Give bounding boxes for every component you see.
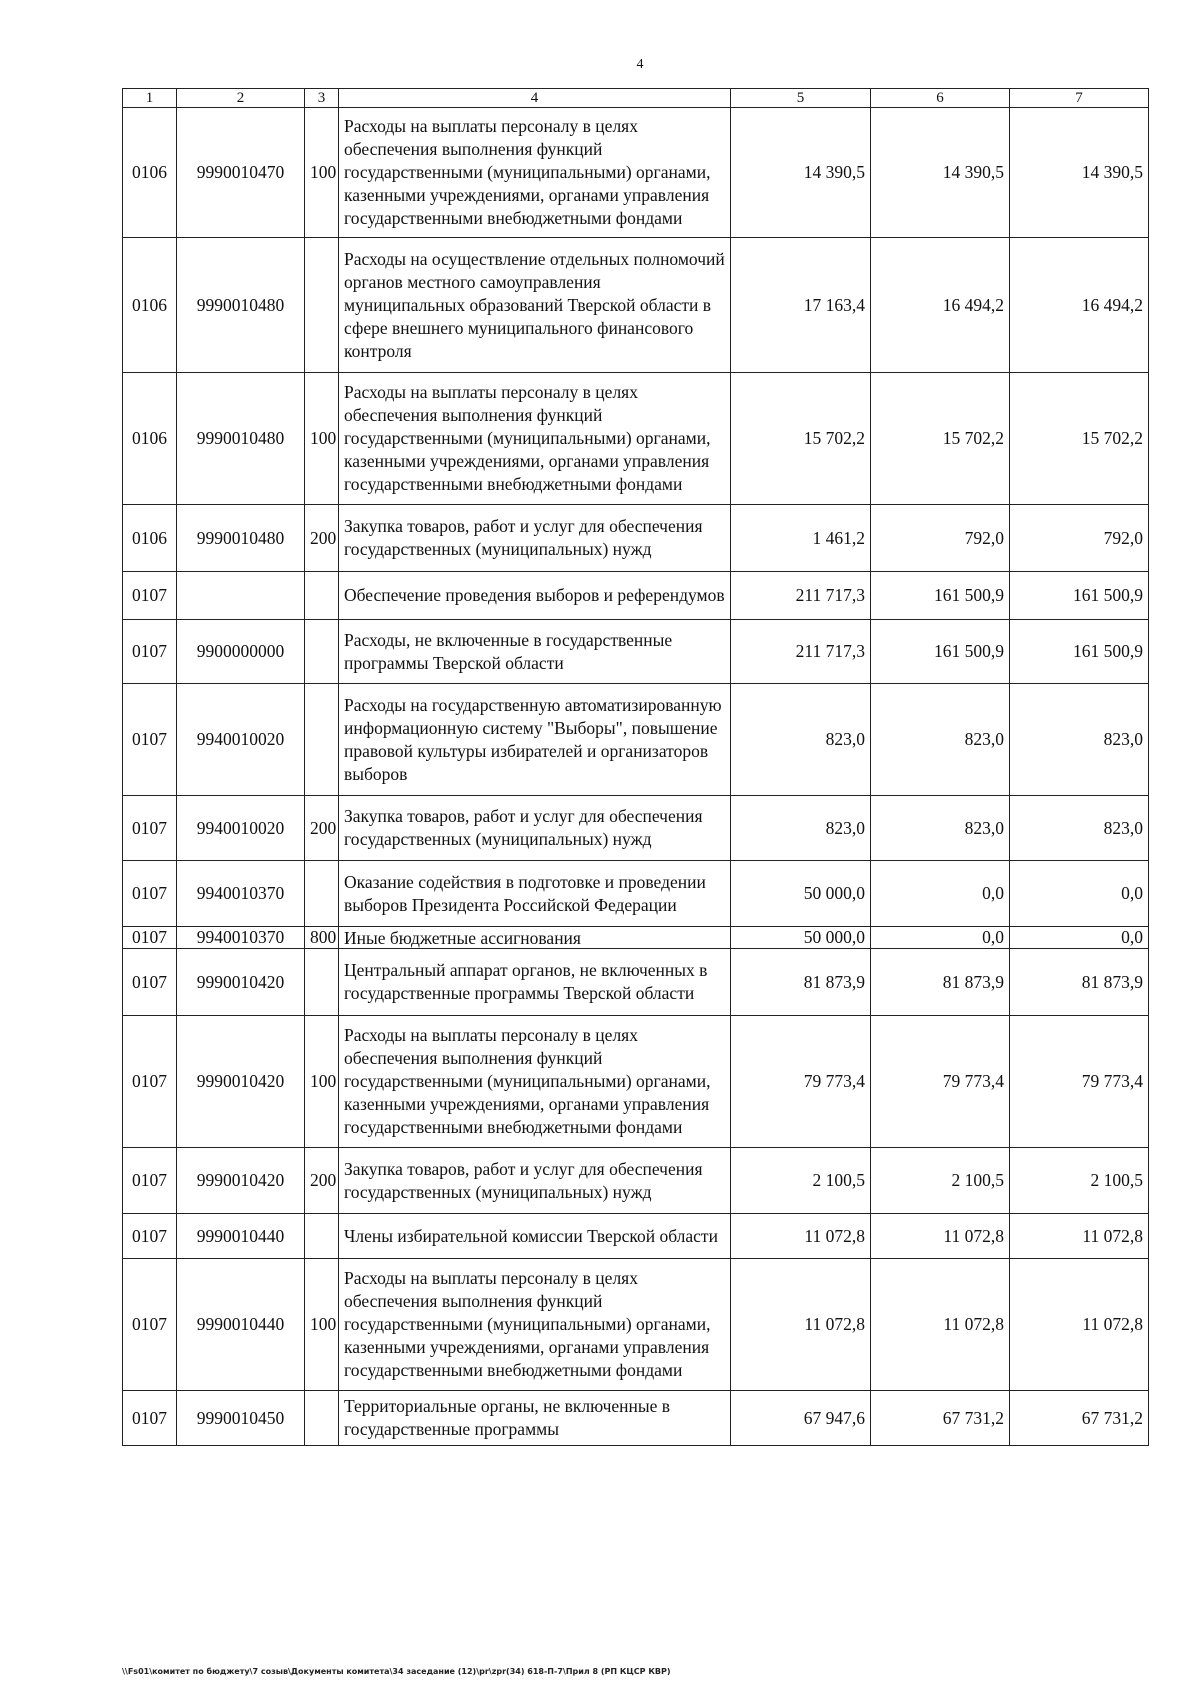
- amount-col5-cell: 11 072,8: [731, 1214, 871, 1259]
- amount-col7-cell: 81 873,9: [1010, 949, 1149, 1016]
- expense-type-cell: [305, 861, 339, 927]
- target-article-cell: 9990010440: [177, 1214, 305, 1259]
- expense-name-cell: Центральный аппарат органов, не включенных в государственные программы Тверской области: [339, 949, 731, 1016]
- table-row: [123, 1016, 1149, 1148]
- table-header-row: [123, 89, 1149, 108]
- column-header: 4: [339, 89, 731, 108]
- expense-name-cell: Расходы на государственную автоматизированную информационную систему "Выборы", повышение правовой культуры избирателей и организаторов выборов: [339, 684, 731, 796]
- amount-col6-cell: 0,0: [871, 861, 1010, 927]
- expense-type-cell: 100: [305, 373, 339, 505]
- expense-name-cell: Территориальные органы, не включенные в государственные программы: [339, 1391, 731, 1446]
- target-article-cell: 9990010480: [177, 373, 305, 505]
- expense-name-cell: Расходы на выплаты персоналу в целях обеспечения выполнения функций государственными (муниципальными) органами, казенными учреждениями, органами управления государственными внебюджетными фондами: [339, 1016, 731, 1148]
- amount-col5-cell: 17 163,4: [731, 238, 871, 373]
- section-code-cell: 0106: [123, 505, 177, 572]
- amount-col5-cell: 11 072,8: [731, 1259, 871, 1391]
- expense-type-cell: 200: [305, 505, 339, 572]
- column-header: 3: [305, 89, 339, 108]
- expense-name-cell: Оказание содействия в подготовке и проведении выборов Президента Российской Федерации: [339, 861, 731, 927]
- section-code-cell: 0107: [123, 927, 177, 949]
- amount-col7-cell: 67 731,2: [1010, 1391, 1149, 1446]
- expense-type-cell: 100: [305, 1016, 339, 1148]
- column-header: 2: [177, 89, 305, 108]
- expense-name-cell: Иные бюджетные ассигнования: [339, 927, 731, 949]
- column-header: 5: [731, 89, 871, 108]
- amount-col5-cell: 823,0: [731, 684, 871, 796]
- expense-type-cell: [305, 949, 339, 1016]
- amount-col7-cell: 823,0: [1010, 796, 1149, 861]
- amount-col7-cell: 16 494,2: [1010, 238, 1149, 373]
- file-path-footer: \\Fs01\комитет по бюджету\7 созыв\Документы комитета\34 заседание (12)\pr\zpr(34) 618-П-7\Прил 8 (РП КЦСР КВР): [122, 1667, 671, 1676]
- table-row: [123, 1148, 1149, 1214]
- table-row: [123, 572, 1149, 620]
- amount-col6-cell: 81 873,9: [871, 949, 1010, 1016]
- target-article-cell: [177, 572, 305, 620]
- expense-name-cell: Расходы на выплаты персоналу в целях обеспечения выполнения функций государственными (муниципальными) органами, казенными учреждениями, органами управления государственными внебюджетными фондами: [339, 373, 731, 505]
- section-code-cell: 0106: [123, 238, 177, 373]
- target-article-cell: 9990010420: [177, 1016, 305, 1148]
- section-code-cell: 0106: [123, 108, 177, 238]
- amount-col7-cell: 161 500,9: [1010, 572, 1149, 620]
- amount-col6-cell: 823,0: [871, 796, 1010, 861]
- amount-col5-cell: 15 702,2: [731, 373, 871, 505]
- section-code-cell: 0107: [123, 861, 177, 927]
- amount-col5-cell: 1 461,2: [731, 505, 871, 572]
- target-article-cell: 9990010440: [177, 1259, 305, 1391]
- amount-col5-cell: 211 717,3: [731, 572, 871, 620]
- expense-name-cell: Закупка товаров, работ и услуг для обеспечения государственных (муниципальных) нужд: [339, 1148, 731, 1214]
- column-header: 1: [123, 89, 177, 108]
- section-code-cell: 0107: [123, 1016, 177, 1148]
- table-row: [123, 684, 1149, 796]
- target-article-cell: 9900000000: [177, 620, 305, 684]
- table-row: [123, 796, 1149, 861]
- target-article-cell: 9940010370: [177, 927, 305, 949]
- expense-name-cell: Расходы, не включенные в государственные программы Тверской области: [339, 620, 731, 684]
- expense-type-cell: [305, 1214, 339, 1259]
- amount-col7-cell: 11 072,8: [1010, 1214, 1149, 1259]
- amount-col6-cell: 14 390,5: [871, 108, 1010, 238]
- amount-col7-cell: 0,0: [1010, 861, 1149, 927]
- expense-name-cell: Расходы на выплаты персоналу в целях обеспечения выполнения функций государственными (муниципальными) органами, казенными учреждениями, органами управления государственными внебюджетными фондами: [339, 108, 731, 238]
- expense-type-cell: 800: [305, 927, 339, 949]
- section-code-cell: 0107: [123, 1259, 177, 1391]
- expense-type-cell: [305, 620, 339, 684]
- amount-col7-cell: 11 072,8: [1010, 1259, 1149, 1391]
- section-code-cell: 0107: [123, 796, 177, 861]
- table-row: [123, 927, 1149, 949]
- target-article-cell: 9990010420: [177, 1148, 305, 1214]
- amount-col6-cell: 67 731,2: [871, 1391, 1010, 1446]
- section-code-cell: 0107: [123, 684, 177, 796]
- table-row: [123, 238, 1149, 373]
- target-article-cell: 9940010020: [177, 796, 305, 861]
- column-header: 7: [1010, 89, 1149, 108]
- amount-col7-cell: 2 100,5: [1010, 1148, 1149, 1214]
- table-row: [123, 1214, 1149, 1259]
- target-article-cell: 9940010370: [177, 861, 305, 927]
- amount-col7-cell: 823,0: [1010, 684, 1149, 796]
- section-code-cell: 0107: [123, 1148, 177, 1214]
- expense-type-cell: [305, 572, 339, 620]
- table-row: [123, 373, 1149, 505]
- amount-col5-cell: 67 947,6: [731, 1391, 871, 1446]
- amount-col5-cell: 2 100,5: [731, 1148, 871, 1214]
- page-number: 4: [636, 57, 644, 72]
- amount-col5-cell: 50 000,0: [731, 927, 871, 949]
- amount-col6-cell: 0,0: [871, 927, 1010, 949]
- amount-col6-cell: 823,0: [871, 684, 1010, 796]
- expense-type-cell: [305, 684, 339, 796]
- target-article-cell: 9990010450: [177, 1391, 305, 1446]
- table-row: [123, 108, 1149, 238]
- target-article-cell: 9990010480: [177, 505, 305, 572]
- target-article-cell: 9990010470: [177, 108, 305, 238]
- expense-type-cell: [305, 1391, 339, 1446]
- table-row: [123, 1259, 1149, 1391]
- amount-col6-cell: 15 702,2: [871, 373, 1010, 505]
- table-row: [123, 505, 1149, 572]
- amount-col7-cell: 79 773,4: [1010, 1016, 1149, 1148]
- expense-name-cell: Закупка товаров, работ и услуг для обеспечения государственных (муниципальных) нужд: [339, 796, 731, 861]
- amount-col5-cell: 81 873,9: [731, 949, 871, 1016]
- expense-name-cell: Закупка товаров, работ и услуг для обеспечения государственных (муниципальных) нужд: [339, 505, 731, 572]
- target-article-cell: 9990010480: [177, 238, 305, 373]
- amount-col6-cell: 792,0: [871, 505, 1010, 572]
- expense-type-cell: [305, 238, 339, 373]
- section-code-cell: 0107: [123, 620, 177, 684]
- amount-col6-cell: 16 494,2: [871, 238, 1010, 373]
- expense-type-cell: 200: [305, 1148, 339, 1214]
- amount-col5-cell: 50 000,0: [731, 861, 871, 927]
- section-code-cell: 0107: [123, 1214, 177, 1259]
- table-row: [123, 949, 1149, 1016]
- amount-col7-cell: 15 702,2: [1010, 373, 1149, 505]
- expense-type-cell: 200: [305, 796, 339, 861]
- expense-name-cell: Члены избирательной комиссии Тверской области: [339, 1214, 731, 1259]
- amount-col6-cell: 161 500,9: [871, 572, 1010, 620]
- column-header: 6: [871, 89, 1010, 108]
- amount-col6-cell: 11 072,8: [871, 1259, 1010, 1391]
- expense-name-cell: Расходы на выплаты персоналу в целях обеспечения выполнения функций государственными (муниципальными) органами, казенными учреждениями, органами управления государственными внебюджетными фондами: [339, 1259, 731, 1391]
- amount-col6-cell: 2 100,5: [871, 1148, 1010, 1214]
- amount-col7-cell: 14 390,5: [1010, 108, 1149, 238]
- target-article-cell: 9990010420: [177, 949, 305, 1016]
- section-code-cell: 0107: [123, 1391, 177, 1446]
- amount-col5-cell: 823,0: [731, 796, 871, 861]
- budget-table: [122, 88, 1149, 1446]
- section-code-cell: 0107: [123, 572, 177, 620]
- expense-name-cell: Расходы на осуществление отдельных полномочий органов местного самоуправления муниципальных образований Тверской области в сфере внешнего муниципального финансового контроля: [339, 238, 731, 373]
- amount-col5-cell: 14 390,5: [731, 108, 871, 238]
- amount-col7-cell: 161 500,9: [1010, 620, 1149, 684]
- amount-col5-cell: 211 717,3: [731, 620, 871, 684]
- amount-col7-cell: 792,0: [1010, 505, 1149, 572]
- target-article-cell: 9940010020: [177, 684, 305, 796]
- table-row: [123, 861, 1149, 927]
- expense-type-cell: 100: [305, 108, 339, 238]
- section-code-cell: 0106: [123, 373, 177, 505]
- amount-col7-cell: 0,0: [1010, 927, 1149, 949]
- table-row: [123, 620, 1149, 684]
- amount-col5-cell: 79 773,4: [731, 1016, 871, 1148]
- expense-name-cell: Обеспечение проведения выборов и референдумов: [339, 572, 731, 620]
- section-code-cell: 0107: [123, 949, 177, 1016]
- expense-type-cell: 100: [305, 1259, 339, 1391]
- amount-col6-cell: 11 072,8: [871, 1214, 1010, 1259]
- amount-col6-cell: 161 500,9: [871, 620, 1010, 684]
- amount-col6-cell: 79 773,4: [871, 1016, 1010, 1148]
- table-row: [123, 1391, 1149, 1446]
